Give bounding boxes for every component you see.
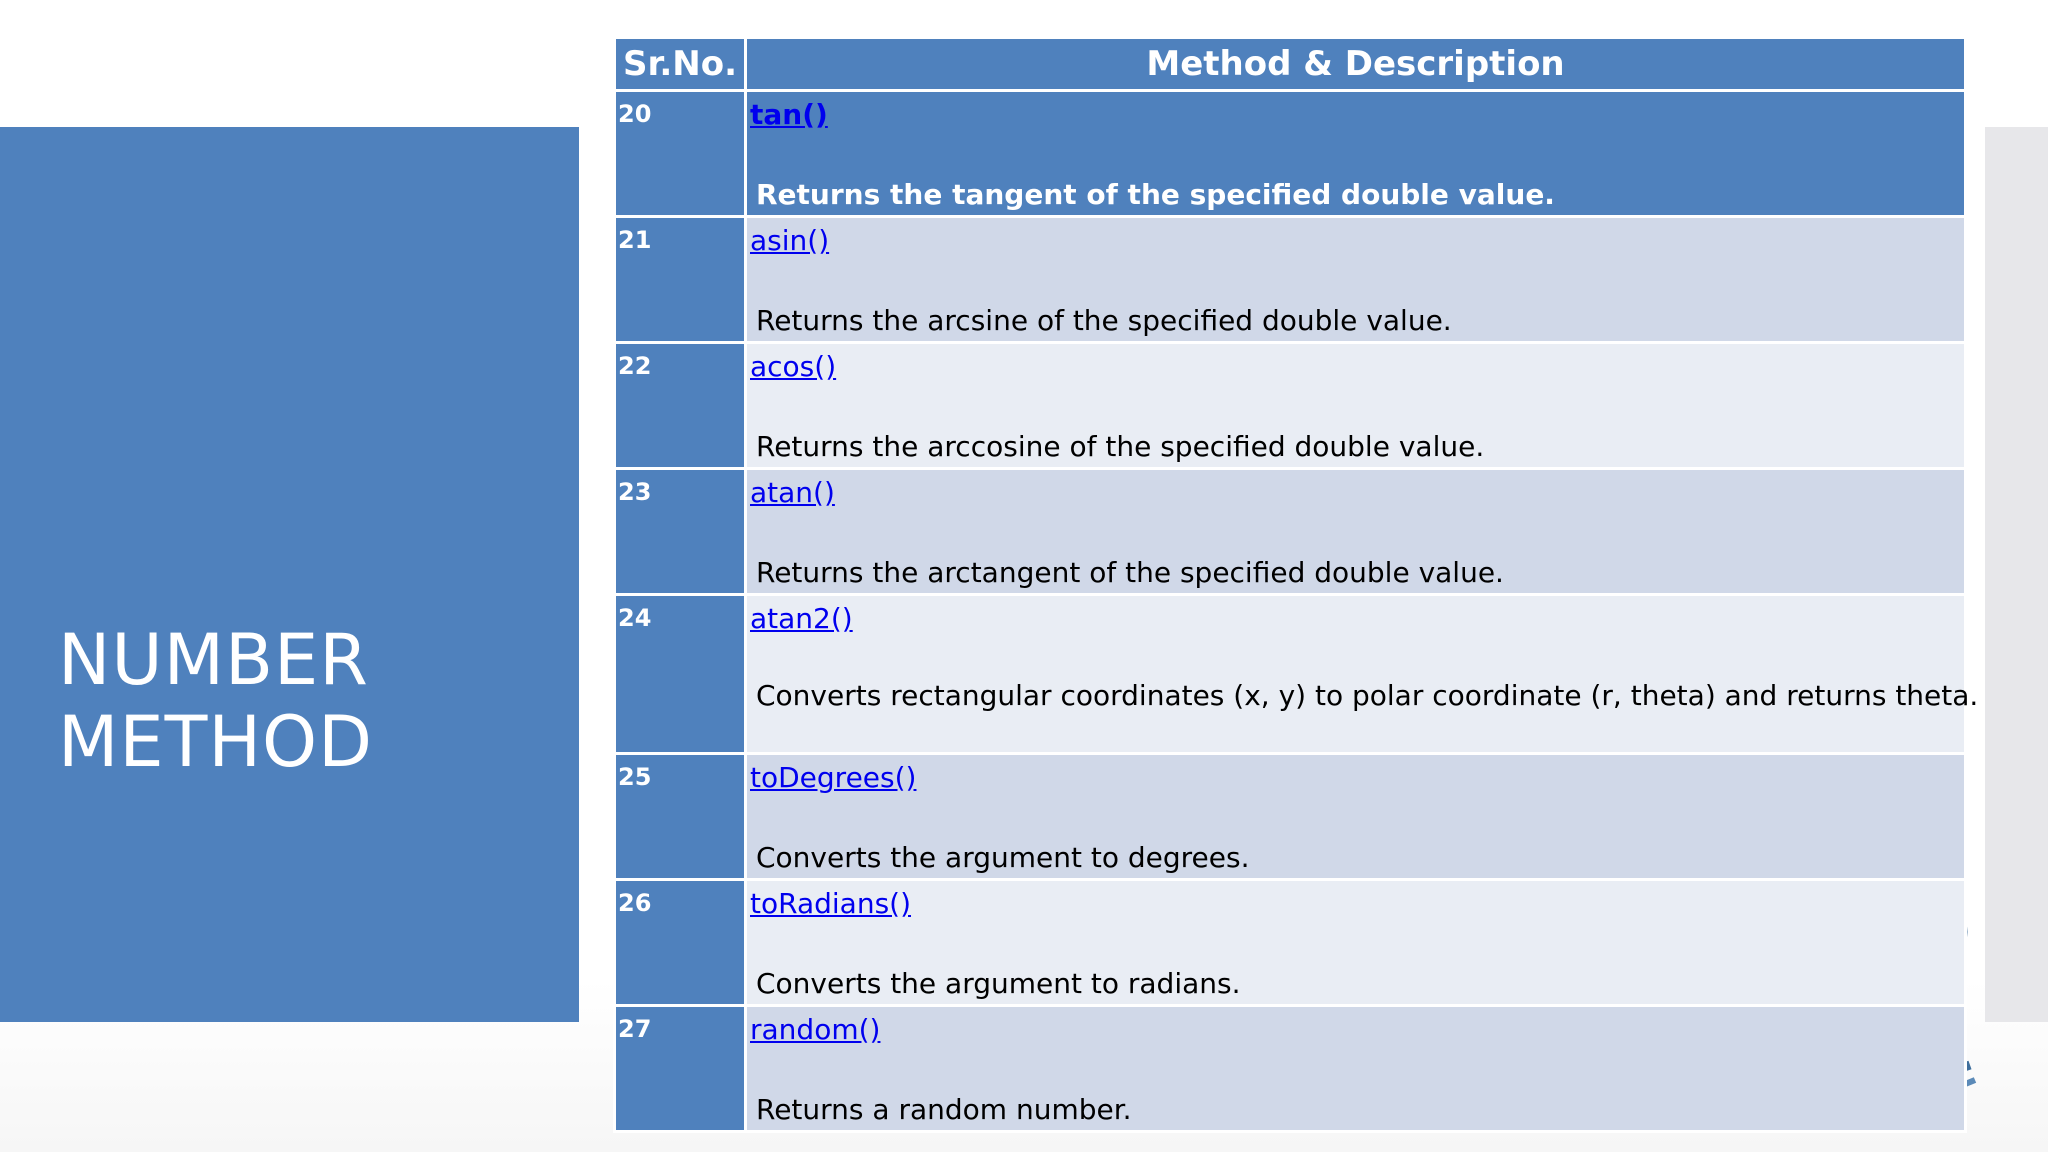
header-method-description: Method & Description bbox=[747, 39, 1964, 89]
title-panel bbox=[0, 127, 579, 1022]
method-description: Returns the arctangent of the specified double value. bbox=[756, 556, 1504, 589]
slide-title bbox=[58, 619, 373, 783]
table-row bbox=[616, 596, 1964, 752]
methods-table bbox=[613, 36, 1979, 1133]
method-description: Returns the arcsine of the specified double value. bbox=[756, 304, 1452, 337]
row-description-cell bbox=[747, 596, 1979, 752]
method-link-asin[interactable]: asin() bbox=[750, 224, 830, 257]
header-sr-no: Sr.No. bbox=[616, 39, 744, 89]
row-description-cell bbox=[747, 92, 1964, 215]
slide-title-line-2: METHOD bbox=[58, 701, 374, 783]
row-description-cell bbox=[747, 470, 1964, 593]
row-description-cell bbox=[747, 755, 1964, 878]
method-link-random[interactable]: random() bbox=[750, 1013, 881, 1046]
method-link-todegrees[interactable]: toDegrees() bbox=[750, 761, 917, 794]
row-number: 21 bbox=[616, 218, 744, 341]
table-row bbox=[616, 755, 1964, 878]
slide-title-line-1: NUMBER bbox=[58, 619, 369, 701]
table-header-row bbox=[616, 39, 1964, 89]
table-row bbox=[616, 1007, 1964, 1130]
method-link-tan[interactable]: tan() bbox=[750, 98, 828, 131]
table-row bbox=[616, 218, 1964, 341]
method-description: Converts rectangular coordinates (x, y) to polar coordinate (r, theta) and returns theta. bbox=[756, 679, 1979, 712]
row-description-cell bbox=[747, 218, 1964, 341]
method-description: Returns the arccosine of the specified double value. bbox=[756, 430, 1485, 463]
row-number: 22 bbox=[616, 344, 744, 467]
row-number: 20 bbox=[616, 92, 744, 215]
row-number: 27 bbox=[616, 1007, 744, 1130]
method-link-atan2[interactable]: atan2() bbox=[750, 602, 853, 635]
row-number: 23 bbox=[616, 470, 744, 593]
row-number: 24 bbox=[616, 596, 744, 752]
method-description: Converts the argument to radians. bbox=[756, 967, 1241, 1000]
row-number: 26 bbox=[616, 881, 744, 1004]
method-description: Converts the argument to degrees. bbox=[756, 841, 1250, 874]
right-decorative-band bbox=[1985, 127, 2048, 1022]
method-description: Returns a random number. bbox=[756, 1093, 1132, 1126]
table-row bbox=[616, 470, 1964, 593]
row-description-cell bbox=[747, 344, 1964, 467]
table-row bbox=[616, 881, 1964, 1004]
method-link-acos[interactable]: acos() bbox=[750, 350, 837, 383]
row-description-cell bbox=[747, 1007, 1964, 1130]
method-description: Returns the tangent of the specified double value. bbox=[756, 178, 1555, 211]
row-description-cell bbox=[747, 881, 1964, 1004]
table-row bbox=[616, 344, 1964, 467]
row-number: 25 bbox=[616, 755, 744, 878]
method-link-toradians[interactable]: toRadians() bbox=[750, 887, 911, 920]
table-row bbox=[616, 92, 1964, 215]
method-link-atan[interactable]: atan() bbox=[750, 476, 835, 509]
